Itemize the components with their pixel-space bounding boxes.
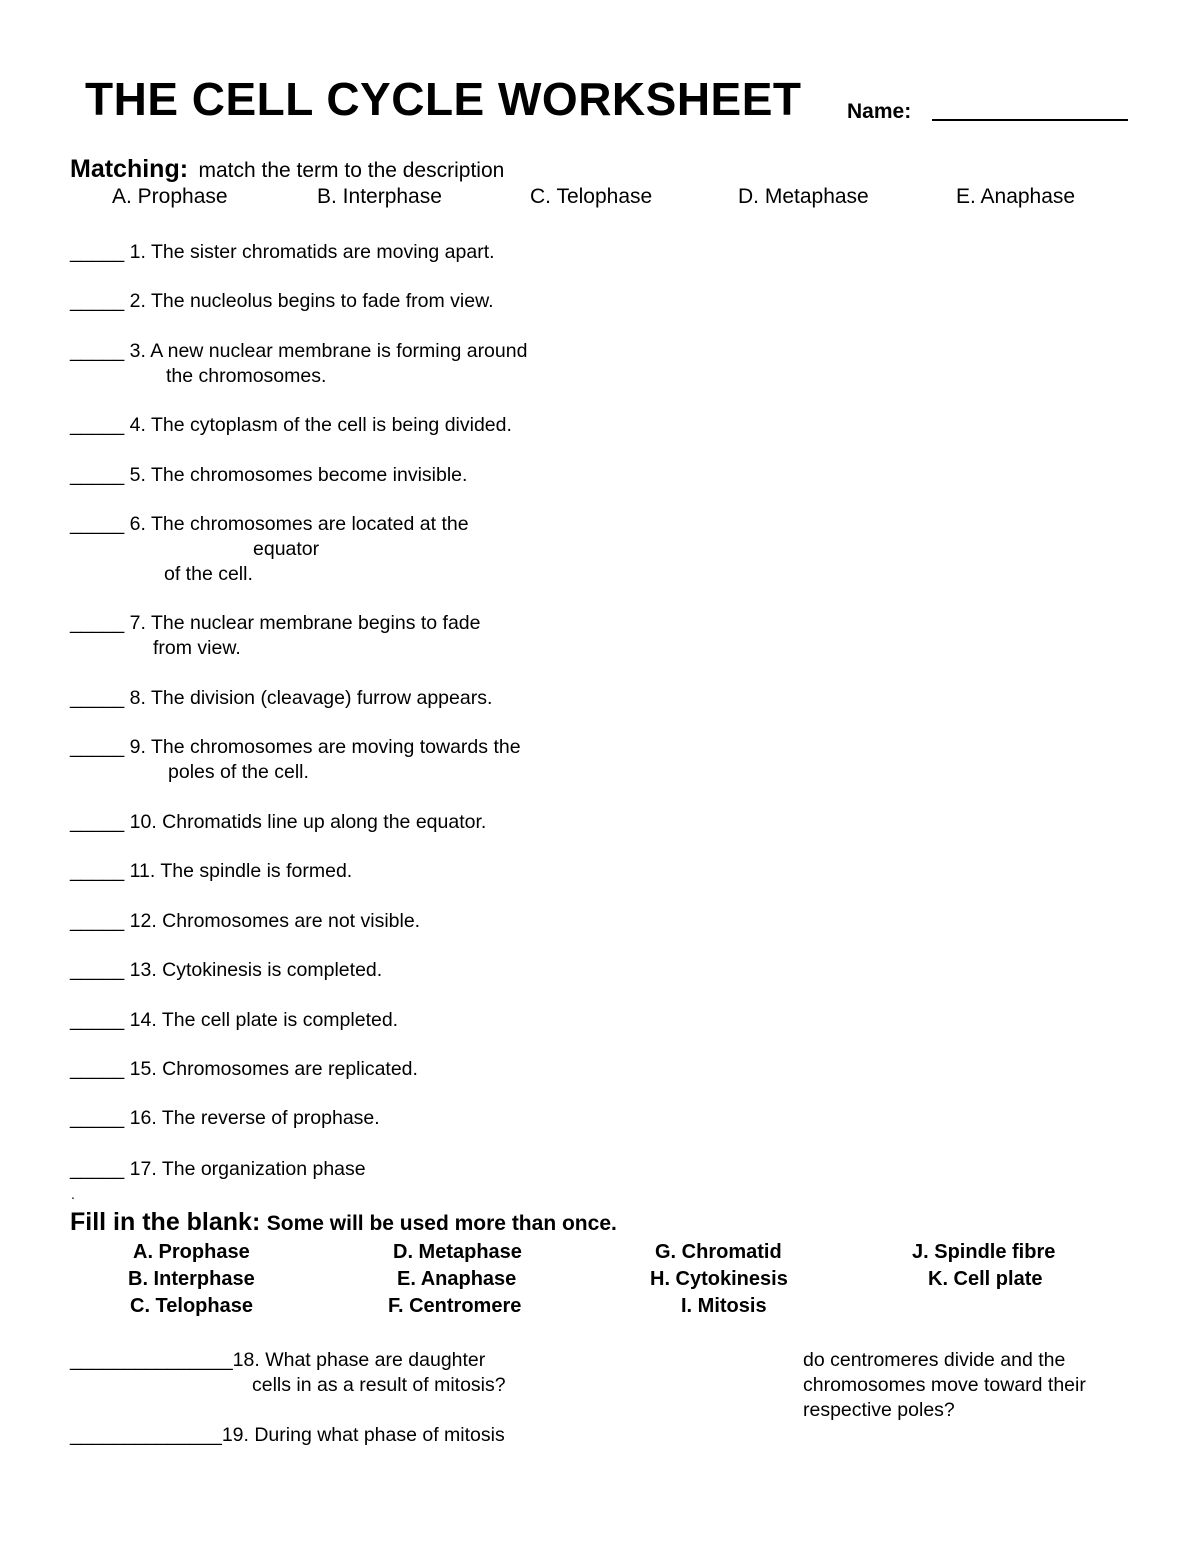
fill-in-question-19[interactable] <box>70 1423 505 1448</box>
question-line: _____ 7. The nuclear membrane begins to fade <box>70 612 481 634</box>
fill-in-option: I. Mitosis <box>681 1295 767 1317</box>
matching-instruction: match the term to the description <box>198 159 505 182</box>
matching-question-15[interactable] <box>70 1057 418 1082</box>
matching-heading-row <box>70 155 504 184</box>
fill-in-question-18[interactable] <box>70 1348 506 1398</box>
matching-question-16[interactable] <box>70 1106 380 1131</box>
matching-question-9[interactable] <box>70 735 521 785</box>
question-line: _____ 4. The cytoplasm of the cell is being divided. <box>70 414 512 436</box>
question-line: _____ 15. Chromosomes are replicated. <box>70 1058 418 1080</box>
fill-in-heading: Fill in the blank: <box>70 1208 261 1236</box>
matching-heading: Matching: <box>70 155 189 183</box>
matching-question-10[interactable] <box>70 810 486 835</box>
matching-option: B. Interphase <box>317 185 442 208</box>
matching-question-13[interactable] <box>70 958 382 983</box>
fill-in-option: A. Prophase <box>133 1241 250 1263</box>
fill-in-option: K. Cell plate <box>928 1268 1043 1290</box>
question-line: _____ 17. The organization phase <box>70 1158 366 1180</box>
matching-question-11[interactable] <box>70 859 352 884</box>
fill-in-option: C. Telophase <box>130 1295 253 1317</box>
matching-question-14[interactable] <box>70 1008 398 1033</box>
matching-option: E. Anaphase <box>956 185 1076 208</box>
question-line: _____ 16. The reverse of prophase. <box>70 1107 380 1129</box>
question-line: poles of the cell. <box>168 761 309 783</box>
question-line: equator <box>253 538 320 560</box>
stray-mark: . <box>71 1186 75 1202</box>
question-line: _____ 9. The chromosomes are moving towards the <box>70 736 521 758</box>
fill-in-question-19-continued <box>803 1348 1086 1423</box>
fill-in-heading-row <box>70 1208 617 1237</box>
question-line: _____ 10. Chromatids line up along the equator. <box>70 811 487 833</box>
matching-question-1[interactable] <box>70 240 495 265</box>
question-line: _____ 13. Cytokinesis is completed. <box>70 959 383 981</box>
matching-question-4[interactable] <box>70 413 512 438</box>
question-line: from view. <box>153 637 241 659</box>
matching-question-3[interactable] <box>70 339 527 389</box>
question-line: _____ 2. The nucleolus begins to fade from view. <box>70 290 494 312</box>
question-line: do centromeres divide and the <box>803 1349 1066 1371</box>
matching-question-5[interactable] <box>70 463 467 488</box>
question-line: _____ 8. The division (cleavage) furrow appears. <box>70 687 493 709</box>
fill-in-option: G. Chromatid <box>655 1241 782 1263</box>
matching-question-6[interactable] <box>70 512 469 587</box>
fill-in-instruction: Some will be used more than once. <box>266 1212 617 1235</box>
name-label: Name: <box>847 100 912 123</box>
question-line: the chromosomes. <box>166 365 327 387</box>
fill-in-option: D. Metaphase <box>393 1241 522 1263</box>
matching-option: D. Metaphase <box>738 185 869 208</box>
worksheet-title: THE CELL CYCLE WORKSHEET <box>85 73 802 125</box>
matching-question-2[interactable] <box>70 289 494 314</box>
fill-in-option: B. Interphase <box>128 1268 255 1290</box>
question-line: _____ 1. The sister chromatids are moving apart. <box>70 241 495 263</box>
name-field-line[interactable] <box>932 119 1128 121</box>
question-line: cells in as a result of mitosis? <box>252 1374 506 1396</box>
question-line: _____ 5. The chromosomes become invisible. <box>70 464 468 486</box>
question-line: of the cell. <box>164 563 253 585</box>
question-line: _____ 6. The chromosomes are located at the <box>70 513 469 535</box>
question-line: chromosomes move toward their <box>803 1374 1086 1396</box>
fill-in-option: F. Centromere <box>388 1295 522 1317</box>
question-line: respective poles? <box>803 1399 955 1421</box>
question-line: _____ 11. The spindle is formed. <box>70 860 353 882</box>
question-line: _____ 14. The cell plate is completed. <box>70 1009 399 1031</box>
matching-question-17[interactable] <box>70 1157 366 1182</box>
matching-question-7[interactable] <box>70 611 481 661</box>
matching-question-8[interactable] <box>70 686 492 711</box>
question-line: _____ 3. A new nuclear membrane is forming around <box>70 340 528 362</box>
fill-in-option: H. Cytokinesis <box>650 1268 788 1290</box>
fill-in-option: E. Anaphase <box>397 1268 517 1290</box>
matching-question-12[interactable] <box>70 909 420 934</box>
fill-in-option: J. Spindle fibre <box>912 1241 1056 1263</box>
matching-option: A. Prophase <box>112 185 228 208</box>
question-line: _____ 12. Chromosomes are not visible. <box>70 910 421 932</box>
question-line: ______________19. During what phase of mitosis <box>70 1424 505 1446</box>
question-line: _______________18. What phase are daughter <box>70 1349 486 1371</box>
matching-option: C. Telophase <box>530 185 653 208</box>
